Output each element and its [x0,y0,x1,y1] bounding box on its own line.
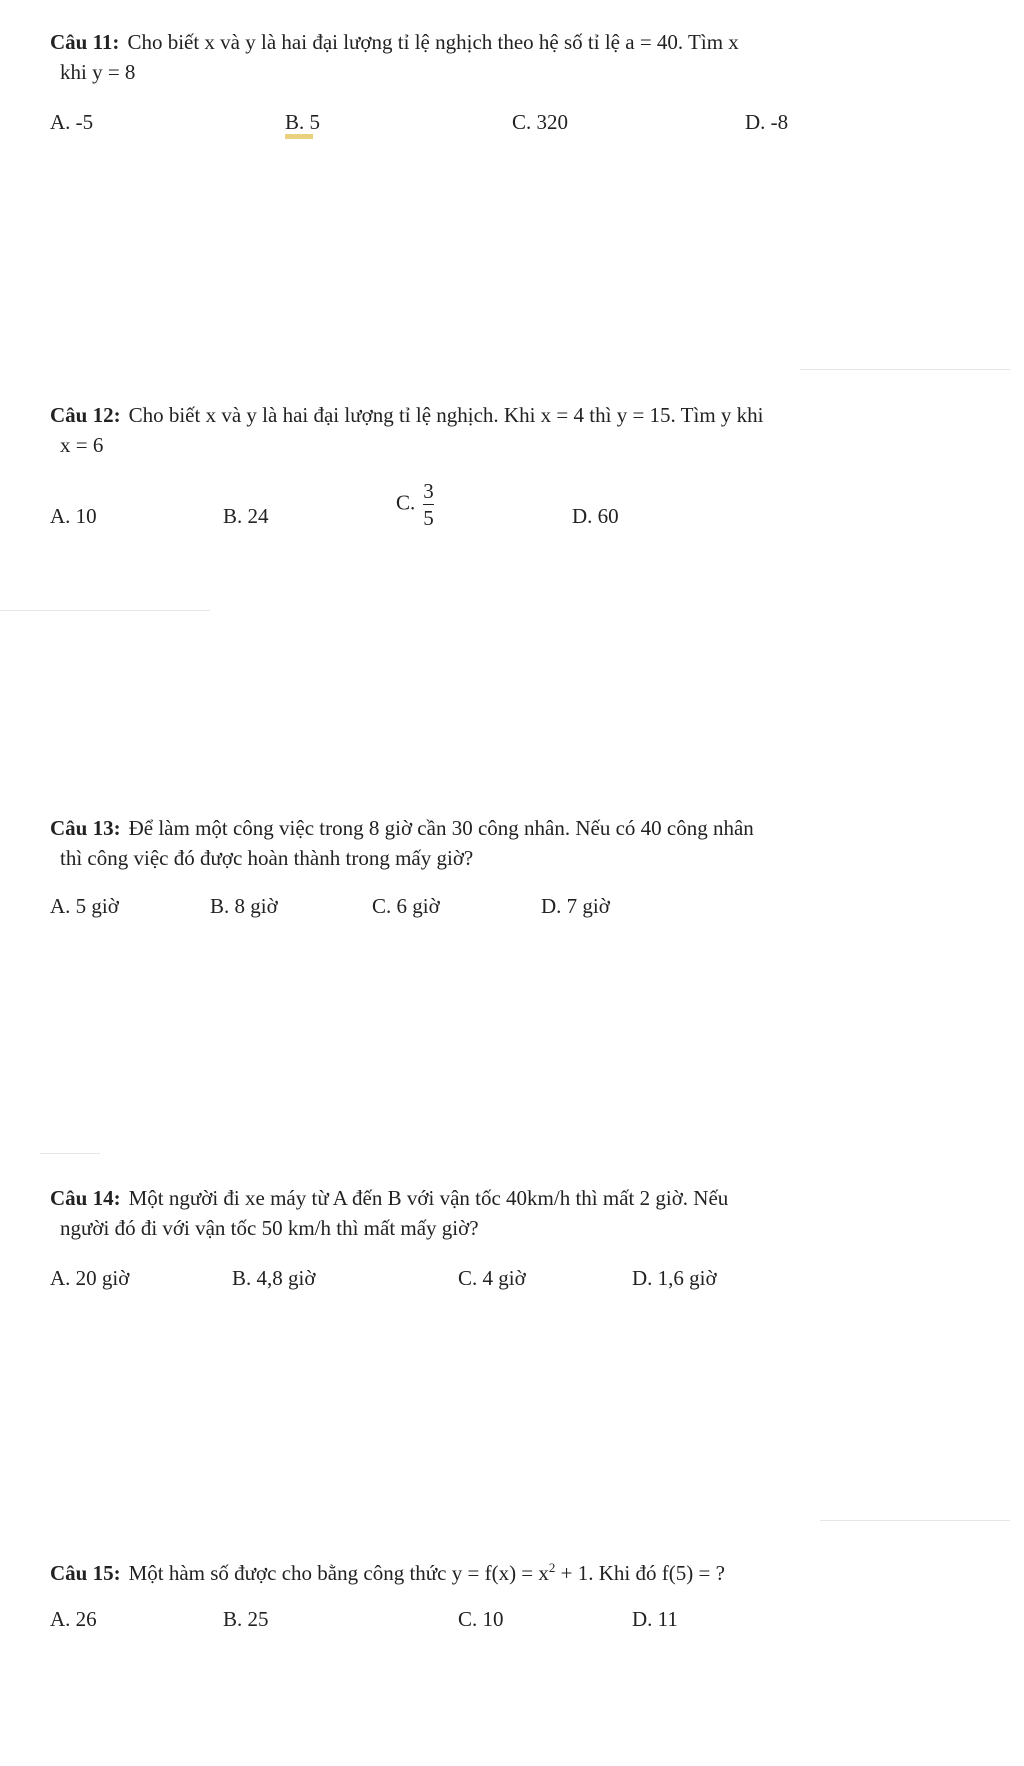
question-number: Câu 11: [50,30,120,54]
question-line-2: x = 6 [60,433,104,457]
question-line-1: Một hàm số được cho bằng công thức y = f(x) = x [128,1561,549,1585]
option-a[interactable]: A. 20 giờ [50,1266,130,1290]
option-d[interactable]: D. 60 [572,504,619,528]
option-c[interactable]: C. 10 [458,1607,504,1631]
option-c[interactable]: C. 4 giờ [458,1266,526,1290]
question-line-1: Để làm một công việc trong 8 giờ cần 30 công nhân. Nếu có 40 công nhân [128,816,754,840]
question-13-options [50,894,1000,934]
question-number: Câu 14: [50,1186,121,1210]
question-number: Câu 15: [50,1561,121,1585]
option-d[interactable]: D. -8 [745,110,789,134]
question-number: Câu 12: [50,403,121,427]
exponent: 2 [548,1560,556,1575]
question-12-text [50,400,970,460]
fraction-bar [423,504,434,505]
option-b[interactable]: B. 5 [285,110,321,134]
question-15-text [50,1553,970,1588]
option-b[interactable]: B. 8 giờ [210,894,278,918]
separator [800,369,1010,370]
highlight-mark [285,134,313,139]
option-a[interactable]: A. 10 [50,504,97,528]
separator [40,1153,100,1154]
fraction-denominator: 5 [423,506,434,530]
question-15-options [50,1607,1000,1647]
fraction-numerator: 3 [423,479,434,503]
option-c[interactable]: C. 320 [512,110,569,134]
separator [820,1520,1010,1521]
question-14-options [50,1266,1000,1306]
question-11-text [50,27,970,87]
option-c[interactable] [396,480,434,529]
question-14-text [50,1183,970,1243]
question-line-1: Cho biết x và y là hai đại lượng tỉ lệ nghịch theo hệ số tỉ lệ a = 40. Tìm x [127,30,739,54]
question-line-2: khi y = 8 [60,60,136,84]
question-12-options [50,479,1000,544]
question-line-1: Cho biết x và y là hai đại lượng tỉ lệ nghịch. Khi x = 4 thì y = 15. Tìm y khi [128,403,764,427]
question-13-text [50,813,970,873]
option-c[interactable]: C. 6 giờ [372,894,440,918]
option-a[interactable]: A. 26 [50,1607,97,1631]
option-a[interactable]: A. 5 giờ [50,894,119,918]
question-number: Câu 13: [50,816,121,840]
fraction [423,480,434,529]
option-b[interactable]: B. 24 [223,504,269,528]
option-d[interactable]: D. 7 giờ [541,894,610,918]
option-b[interactable]: B. 25 [223,1607,269,1631]
option-d[interactable]: D. 11 [632,1607,678,1631]
option-b[interactable]: B. 4,8 giờ [232,1266,316,1290]
option-a[interactable]: A. -5 [50,110,94,134]
question-11-options [50,110,1000,150]
option-c-label: C. [396,490,416,515]
question-line-2: người đó đi với vận tốc 50 km/h thì mất mấy giờ? [60,1216,479,1240]
option-d[interactable]: D. 1,6 giờ [632,1266,717,1290]
question-line-1-end: + 1. Khi đó f(5) = ? [555,1561,725,1585]
separator [0,610,210,611]
question-line-2: thì công việc đó được hoàn thành trong mấy giờ? [60,846,474,870]
question-line-1: Một người đi xe máy từ A đến B với vận tốc 40km/h thì mất 2 giờ. Nếu [128,1186,729,1210]
